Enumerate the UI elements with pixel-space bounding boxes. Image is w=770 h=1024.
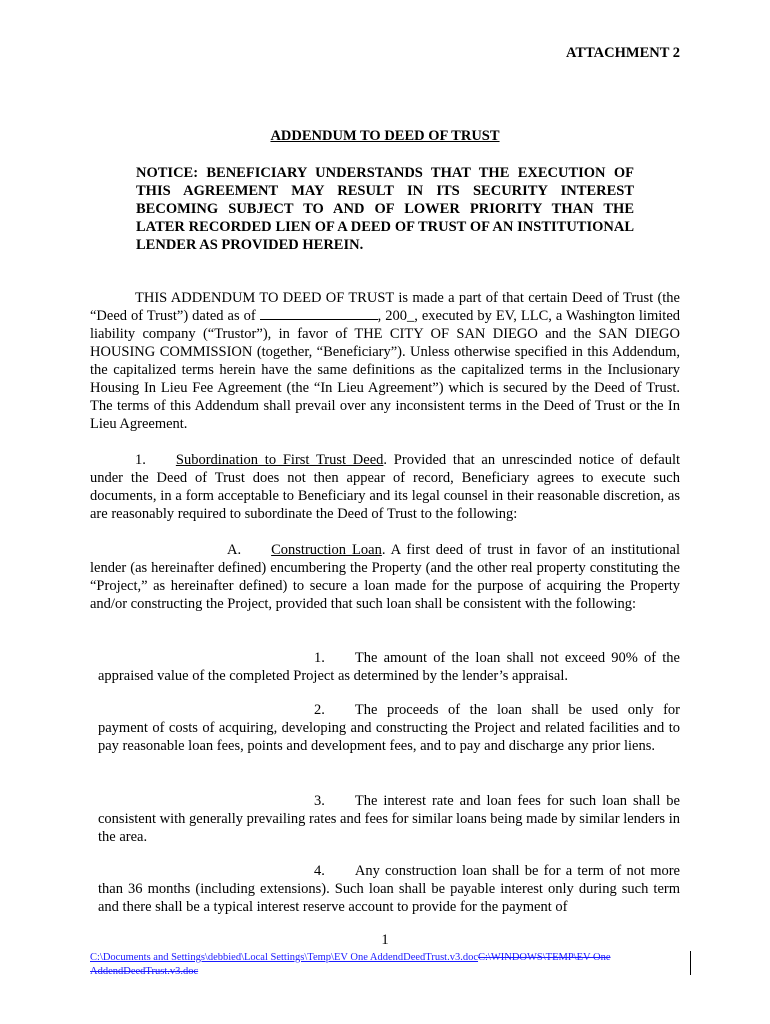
intro-paragraph	[90, 289, 680, 433]
item-3-number: 3.	[314, 793, 325, 809]
attachment-label: ATTACHMENT 2	[566, 45, 680, 61]
item-1-number: 1.	[314, 650, 325, 666]
section-a-heading: Construction Loan	[271, 542, 382, 558]
section-1-text: . Provided that an unrescinded notice of default under the Deed of Trust does not then appear of record, Beneficiary agrees to execute such documents, in a form acceptable to Beneficiary and its legal counsel in their reasonable discretion, as are reasonably required to subordinate the Deed of Trust to the following:	[90, 452, 680, 522]
item-1-lead: The amount of the loan shall not exceed 90% of the	[354, 650, 680, 666]
section-a-paragraph	[90, 541, 680, 613]
footer-path-new: C:\Documents and Settings\debbied\Local Settings\Temp\EV One AddendDeedTrust.v3.doc	[90, 952, 479, 963]
section-1-paragraph	[90, 451, 680, 523]
document-title: ADDENDUM TO DEED OF TRUST	[270, 128, 500, 144]
section-1-number: 1.	[135, 452, 146, 468]
item-4-number: 4.	[314, 863, 325, 879]
page-number: 1	[381, 932, 389, 948]
item-2-rest: payment of costs of acquiring, developing and constructing the Project and related facilities and to pay reasonable loan fees, points and development fees, and to pay and discharge any prior liens.	[98, 720, 680, 754]
item-3-paragraph	[98, 792, 680, 846]
item-2-number: 2.	[314, 702, 325, 718]
intro-text-start: THIS ADDENDUM TO DEED OF TRUST is made a part of that certain Deed of Trust (the “Deed of Trust”) dated as of	[90, 290, 680, 324]
item-4-rest: more than 36 months (including extensions). Such loan shall be payable interest only during such term and there shall be a typical interest reserve account to provide for the payment of	[98, 863, 680, 915]
section-1-heading: Subordination to First Trust Deed	[175, 452, 384, 468]
item-3-rest: consistent with generally prevailing rates and fees for similar loans being made by similar lenders in the area.	[98, 811, 680, 845]
date-blank-field	[260, 307, 378, 320]
notice-paragraph: NOTICE: BENEFICIARY UNDERSTANDS THAT THE EXECUTION OF THIS AGREEMENT MAY RESULT IN ITS SECURITY INTEREST BECOMING SUBJECT TO AND OF LOWER PRIORITY THAN THE LATER RECORDED LIEN OF A DEED OF TRUST OF AN INSTITUTIONAL LENDER AS PROVIDED HEREIN.	[136, 165, 634, 253]
revision-change-bar	[690, 951, 691, 975]
section-a-letter: A.	[227, 542, 242, 558]
item-1-paragraph	[98, 649, 680, 685]
footer-path-old: C:\WINDOWS\TEMP\EV One AddendDeedTrust.v3.doc	[90, 952, 611, 977]
item-4-paragraph	[98, 862, 680, 916]
footer-file-path	[90, 951, 670, 979]
item-2-lead: The proceeds of the loan shall be used only for	[354, 702, 680, 718]
item-2-paragraph	[98, 701, 680, 755]
section-a-text: . A first deed of trust in favor of an institutional lender (as hereinafter defined) encumbering the Property (and the other real property constituting the “Project,” as hereinafter defined) to secure a loan made for the purpose of acquiring the Property and/or constructing the Project, provided that such loan shall be consistent with the following:	[90, 542, 680, 612]
intro-text-end: , 200_, executed by EV, LLC, a Washington limited liability company (“Trustor”), in favor of THE CITY OF SAN DIEGO and the SAN DIEGO HOUSING COMMISSION (together, “Beneficiary”). Unless otherwise specified in this Addendum, the capitalized terms herein have the same definitions as the capitalized terms in the Inclusionary Housing In Lieu Fee Agreement (the “In Lieu Agreement”) which is secured by the Deed of Trust. The terms of this Addendum shall prevail over any inconsistent terms in the Deed of Trust or the In Lieu Agreement.	[90, 308, 681, 432]
item-1-rest: appraised value of the completed Project as determined by the lender’s appraisal.	[98, 668, 569, 684]
item-4-lead: Any construction loan shall be for a term of not	[354, 863, 645, 879]
item-3-lead: The interest rate and loan fees for such loan shall be	[354, 793, 680, 809]
